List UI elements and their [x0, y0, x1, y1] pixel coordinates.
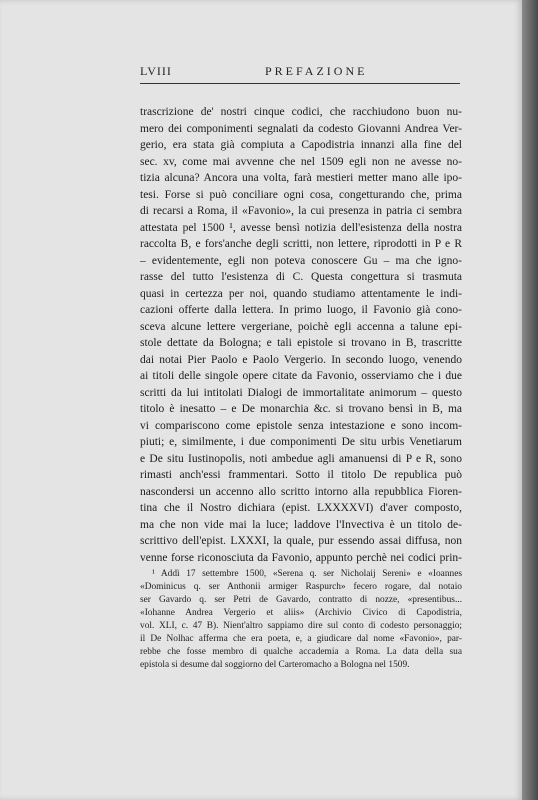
- text-line: vi compariscono come epistole senza intestazione e sono incom-: [140, 419, 462, 432]
- text-line: rasse del tutto l'esistenza di C. Questa congettura si trasmuta: [140, 271, 462, 283]
- text-line: gerio, era stata già compiuta a Capodistria innanzi alla fine del: [140, 139, 462, 151]
- text-line: rimasti anch'essi frammentari. Sotto il titolo De republica può: [140, 469, 462, 481]
- footnote-line: ¹ Addì 17 settembre 1500, «Serena q. ser Nicholaij Sereni» e «Ioannes: [152, 569, 462, 579]
- text-line: tina che il Nostro dichiara (epist. LXXXXVI) d'aver composto,: [140, 502, 462, 514]
- header-rule: [140, 83, 460, 84]
- text-line: scrittivo dell'epist. LXXXI, la quale, pur essendo assai diffusa, non: [140, 535, 462, 547]
- text-line: stole dettate da Bologna; e tali epistole si trovano in B, trascritte: [140, 337, 462, 349]
- footnotes: [140, 568, 462, 672]
- text-line: cazioni offerte dalla lettera. In primo luogo, il Favonio già cono-: [140, 304, 462, 316]
- text-line: mero dei componimenti segnalati da codesto Giovanni Andrea Ver-: [140, 122, 462, 135]
- text-line: quasi in certezza per noi, quando studiamo attentamente le indi-: [140, 287, 462, 300]
- text-line: titolo è inesatto – e De monarchia &c. si trovano bensì in B, ma: [140, 403, 462, 415]
- text-line: sceva alcune lettere vergeriane, poichè egli accenna a talune epi-: [140, 320, 462, 333]
- text-line: sec. xv, come mai avvenne che nel 1509 egli non ne avesse no-: [140, 155, 462, 168]
- text-line: attestata pel 1500 ¹, avesse bensì notizia dell'esistenza della nostra: [140, 221, 462, 234]
- text-line: venne forse riconosciuta da Favonio, appunto perchè nei codici prin-: [140, 551, 462, 564]
- page-edge-shadow: [522, 0, 538, 800]
- footnote-line: epistola si desume dal soggiorno del Carteromacho a Bologna nel 1509.: [140, 660, 410, 670]
- footnote-line: ser Gavardo q. ser Petri de Gavardo, contratto di nozze, «presentibus...: [140, 595, 462, 605]
- text-line: tizia alcuna? Ancora una volta, farà mestieri metter mano alle ipo-: [140, 172, 462, 184]
- text-line: scritti da lui intitolati Dialogi de immortalitate animorum – questo: [140, 386, 462, 399]
- text-line: – evidentemente, egli non poteva conoscere Gu – ma che igno-: [140, 254, 462, 267]
- footnote-line: «Iohanne Andrea Vergerio et aliis» (Archivio Civico di Capodistria,: [140, 608, 462, 618]
- text-line: piuti; e, similmente, i due componimenti De situ urbis Venetiarum: [140, 436, 462, 448]
- text-line: ma che non vide mai la luce; laddove l'Invectiva è un titolo de-: [140, 518, 462, 531]
- footnote-line: rebbe che fosse membro di qualche accademia a Roma. La data della sua: [140, 647, 462, 657]
- running-title: PREFAZIONE: [265, 64, 368, 78]
- text-line: trascrizione de' nostri cinque codici, che racchiudono buon nu-: [140, 106, 462, 118]
- main-text: [140, 104, 462, 566]
- text-line: ai titoli delle singole opere citate da Favonio, osserviamo che i due: [140, 370, 462, 382]
- footnote-line: vol. XLI, c. 47 B). Nient'altro sappiamo dire sul conto di codesto personaggio;: [140, 621, 462, 631]
- page-number: LVIII: [140, 64, 172, 78]
- footnote-line: «Dominicus q. ser Anthonii armiger Raspurch» fecero rogare, dal notaio: [140, 582, 462, 592]
- text-line: nascondersi un accenno allo scritto intorno alla repubblica Fioren-: [140, 485, 462, 498]
- page-header: [140, 64, 460, 84]
- text-line: e De situ Iustinopolis, noti ambedue agli amanuensi di P e R, sono: [140, 452, 462, 465]
- text-line: raccolta B, e fors'anche degli scritti, non lettere, riprodotti in P e R: [140, 238, 462, 250]
- text-line: tesi. Forse si può conciliare ogni cosa, congetturando che, prima: [140, 188, 462, 201]
- text-line: di recarsi a Roma, il «Favonio», la cui presenza in patria ci sembra: [140, 205, 462, 217]
- text-line: dai notai Pier Paolo e Paolo Vergerio. In secondo luogo, venendo: [140, 353, 462, 366]
- footnote-line: il De Nolhac afferma che era poeta, e, a giudicare dal nome «Favonio», par-: [140, 634, 462, 644]
